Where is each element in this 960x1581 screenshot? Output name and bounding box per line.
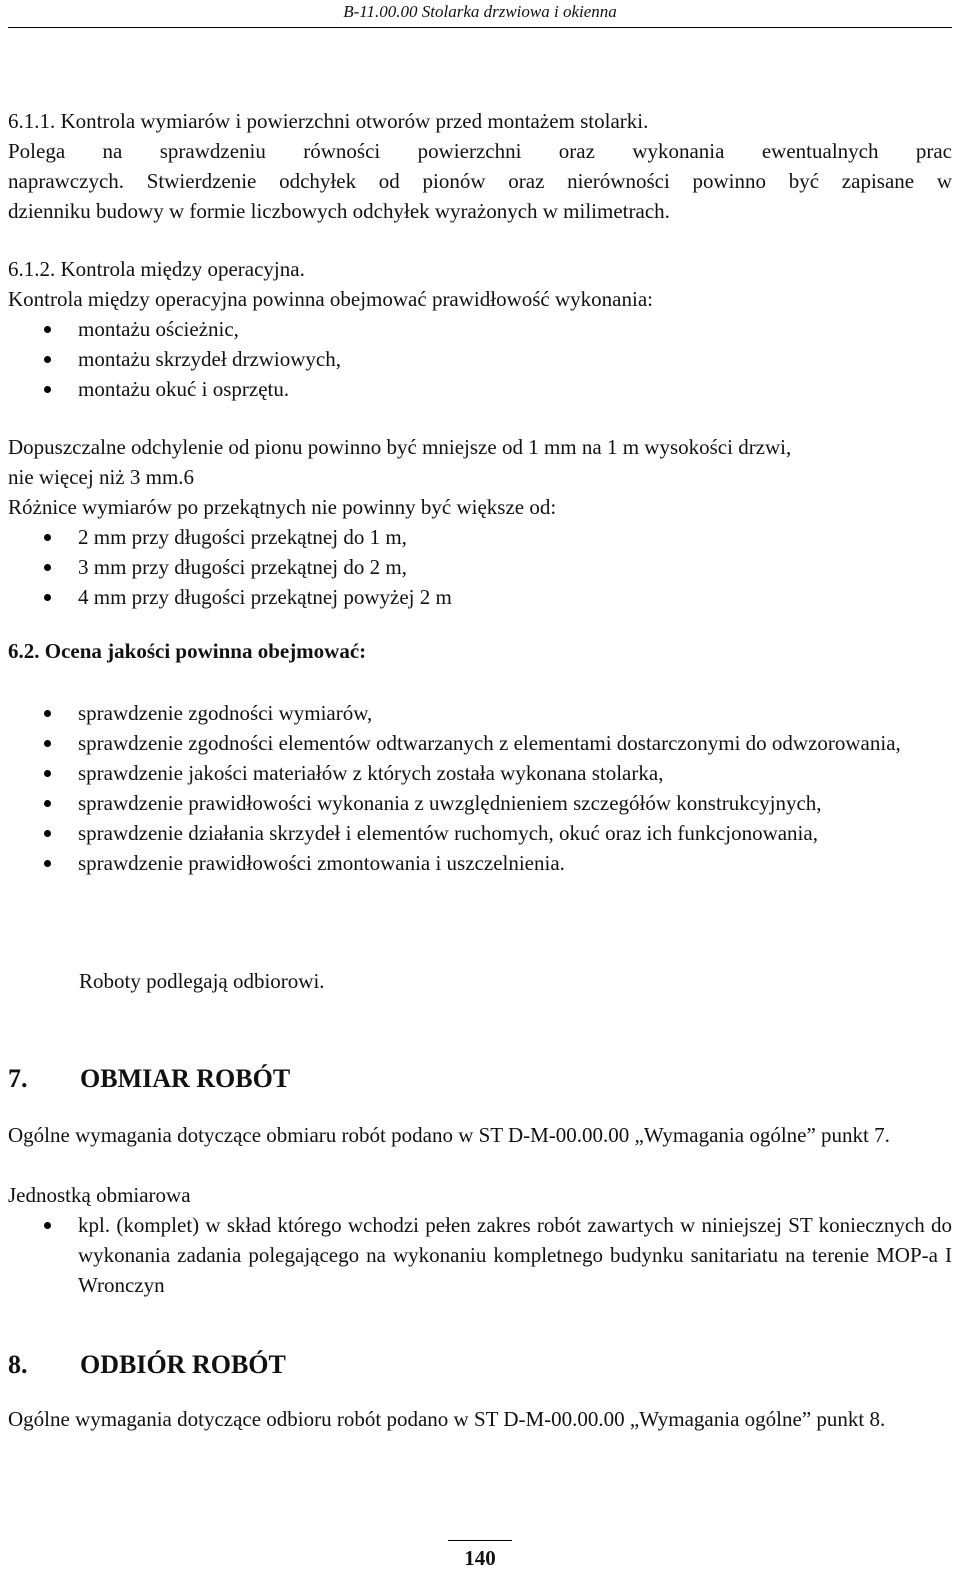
list-item: kpl. (komplet) w skład którego wchodzi pełen zakres robót zawartych w niniejszej ST koniecznych do wykonania zadania polegającego na wykonaniu kompletnego budynku sanitariatu na terenie MOP-a I Wronczyn: [8, 1210, 952, 1300]
section-7-paragraph: Ogólne wymagania dotyczące obmiaru robót podano w ST D-M-00.00.00 „Wymagania ogólne” punkt 7.: [8, 1123, 890, 1147]
header-rule: [8, 27, 952, 28]
diagonals-list: [8, 522, 952, 612]
section-6-2-closing: Roboty podlegają odbiorowi.: [79, 969, 325, 993]
section-6-1-1-line-2: naprawczych. Stwierdzenie odchyłek od pionów oraz nierówności powinno być zapisane w: [8, 169, 952, 193]
footer-rule: [448, 1540, 512, 1541]
list-item: sprawdzenie prawidłowości wykonania z uwzględnieniem szczegółów konstrukcyjnych,: [8, 788, 952, 818]
section-7-unit-list: [8, 1210, 952, 1300]
list-item: sprawdzenie działania skrzydeł i elementów ruchomych, okuć oraz ich funkcjonowania,: [8, 818, 952, 848]
tolerance-line-2: nie więcej niż 3 mm.6: [8, 465, 195, 489]
list-item: montażu okuć i osprzętu.: [8, 374, 952, 404]
list-item: sprawdzenie prawidłowości zmontowania i uszczelnienia.: [8, 848, 952, 878]
list-item: sprawdzenie zgodności wymiarów,: [8, 698, 952, 728]
section-6-1-1-line-3: dzienniku budowy w formie liczbowych odchyłek wyrażonych w milimetrach.: [8, 199, 670, 223]
section-6-1-1-title: 6.1.1. Kontrola wymiarów i powierzchni otworów przed montażem stolarki.: [8, 109, 649, 133]
section-8-number: 8.: [8, 1350, 28, 1379]
list-item: 3 mm przy długości przekątnej do 2 m,: [8, 552, 952, 582]
list-item: 2 mm przy długości przekątnej do 1 m,: [8, 522, 952, 552]
section-7-heading: [8, 1062, 290, 1096]
tolerance-line-1: Dopuszczalne odchylenie od pionu powinno być mniejsze od 1 mm na 1 m wysokości drzwi,: [8, 435, 792, 459]
section-7-number: 7.: [8, 1064, 28, 1093]
list-item: sprawdzenie jakości materiałów z których została wykonana stolarka,: [8, 758, 952, 788]
section-6-1-2-list: [8, 314, 952, 404]
section-8-title: ODBIÓR ROBÓT: [80, 1350, 286, 1379]
list-item: sprawdzenie zgodności elementów odtwarzanych z elementami dostarczonymi do odwzorowania,: [8, 728, 952, 758]
section-7-title: OBMIAR ROBÓT: [80, 1064, 291, 1093]
section-6-1-2-title: 6.1.2. Kontrola między operacyjna.: [8, 257, 305, 281]
list-item: 4 mm przy długości przekątnej powyżej 2 m: [8, 582, 952, 612]
section-6-1-1-line-1: Polega na sprawdzeniu równości powierzchni oraz wykonania ewentualnych prac: [8, 139, 952, 163]
list-item: montażu skrzydeł drzwiowych,: [8, 344, 952, 374]
section-8-heading: [8, 1348, 286, 1382]
section-6-2-title: 6.2. Ocena jakości powinna obejmować:: [8, 639, 367, 663]
page-number: 140: [464, 1546, 496, 1570]
section-6-1-2-intro: Kontrola między operacyjna powinna obejmować prawidłowość wykonania:: [8, 287, 653, 311]
list-item: montażu ościeżnic,: [8, 314, 952, 344]
section-7-unit-label: Jednostką obmiarowa: [8, 1183, 191, 1207]
diagonals-intro: Różnice wymiarów po przekątnych nie powinny być większe od:: [8, 495, 557, 519]
section-6-2-list: [8, 698, 952, 878]
running-header: B-11.00.00 Stolarka drzwiowa i okienna: [343, 2, 617, 21]
section-8-paragraph: Ogólne wymagania dotyczące odbioru robót podano w ST D-M-00.00.00 „Wymagania ogólne” punkt 8.: [8, 1407, 886, 1431]
